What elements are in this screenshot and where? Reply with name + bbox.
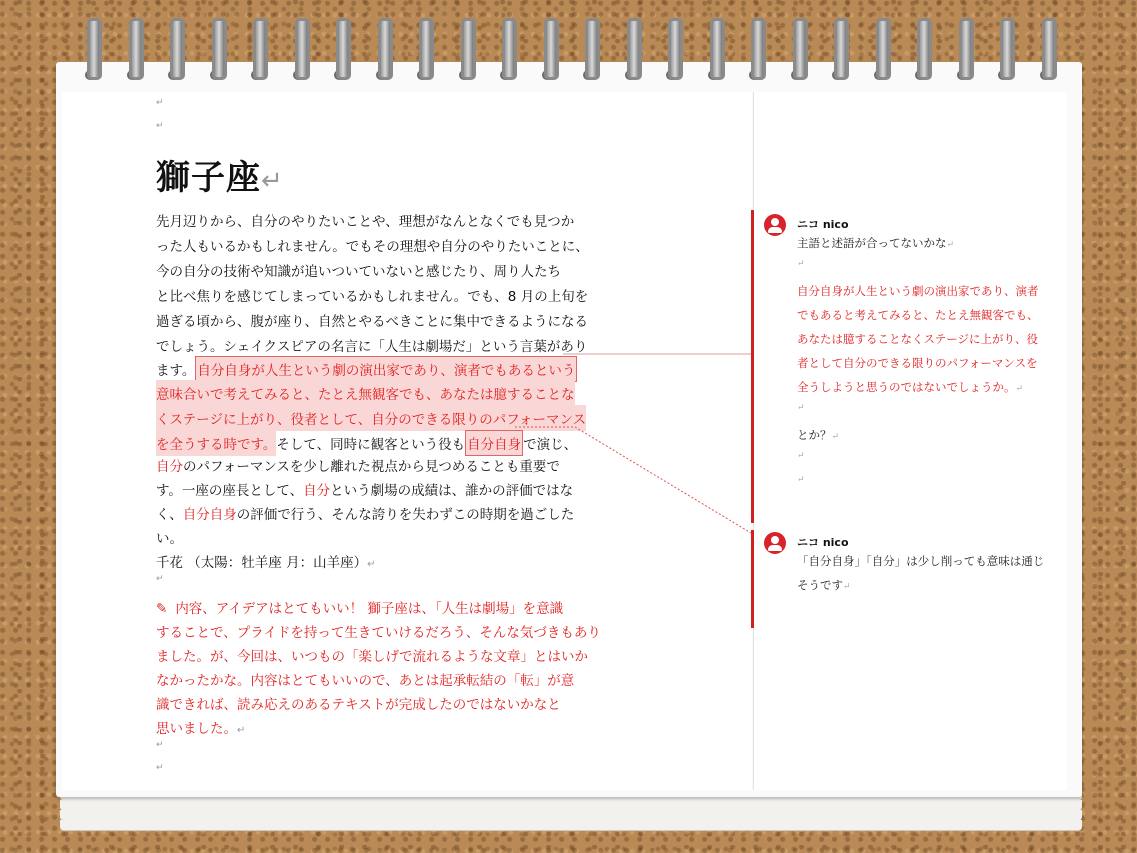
comment-suggestion[interactable]: 全うしようと思うのではないでしょうか。↵ <box>797 380 1024 394</box>
body-line[interactable]: を全うする時です。そして、同時に観客という役も 自分自身 で演じ、 <box>156 430 577 456</box>
pencil-icon: ✎ <box>156 601 168 617</box>
body-line[interactable]: す。一座の座長として、自分という劇場の成績は、誰かの評価ではな <box>156 483 574 499</box>
comment-suggestion[interactable]: 者として自分のできる限りのパフォーマンスを <box>797 356 1038 370</box>
paragraph-mark: ↵ <box>156 574 164 584</box>
feedback-line[interactable]: ✎ 内容、アイデアはとてもいい！ 獅子座は、「人生は劇場」を意識 <box>156 601 564 617</box>
comment-suggestion[interactable]: 自分自身が人生という劇の演出家であり、演者 <box>797 284 1039 298</box>
body-line[interactable]: 自分のパフォーマンスを少し離れた視点から見つめることも重要で <box>156 459 560 475</box>
feedback-line[interactable]: 識できれば、読み応えのあるテキストが完成したのではないかなと <box>156 697 561 713</box>
body-line[interactable]: 先月辺りから、自分のやりたいことや、理想がなんとなくでも見つか <box>156 214 575 230</box>
paragraph-mark: ↵ <box>797 451 805 461</box>
paragraph-mark: ↵ <box>156 763 164 773</box>
paragraph-mark: ↵ <box>797 475 805 485</box>
commented-text[interactable]: くステージに上がり、役者として、自分のできる限りのパフォーマンス <box>156 405 586 431</box>
paragraph-mark: ↵ <box>797 403 805 413</box>
body-line[interactable]: い。 <box>156 531 183 547</box>
body-line[interactable]: でしょう。シェイクスピアの名言に「人生は劇場だ」という言葉があり <box>156 339 588 355</box>
commented-text: 自分自身が人生という劇の演出家であり、演者でもあるという <box>195 356 577 382</box>
comment-text[interactable]: 主語と述語が合ってないかな↵ <box>797 236 955 250</box>
body-line[interactable]: く、自分自身の評価で行う、そんな誇りを失わずこの時期を過ごした <box>156 507 575 523</box>
comment-marker-bar <box>751 530 754 628</box>
user-avatar-icon <box>764 532 786 554</box>
body-line[interactable]: 過ぎる頃から、腹が座り、自然とやるべきことに集中できるようになる <box>156 314 588 330</box>
feedback-line[interactable]: することで、プライドを持って生きていけるだろう、そんな気づきもあり <box>156 625 601 641</box>
comment-text[interactable]: 「自分自身」「自分」は少し削っても意味は通じ <box>797 554 1045 568</box>
comment-author: ニコ nico <box>797 218 849 231</box>
comment-marker-bar <box>751 210 754 523</box>
commented-text: 自分自身 <box>465 430 523 456</box>
comment-suggestion[interactable]: あなたは臆することなくステージに上がり、役 <box>797 332 1039 346</box>
body-line[interactable]: 今の自分の技術や知識が追いついていないと感じたり、周り人たち <box>156 264 561 280</box>
document-title[interactable]: 獅子座↵ <box>156 158 284 198</box>
paragraph-mark: ↵ <box>797 259 805 269</box>
body-line[interactable]: った人もいるかもしれません。でもその理想や自分のやりたいことに、 <box>156 239 589 255</box>
feedback-line[interactable]: ました。が、今回は、いつもの「楽しげで流れるような文章」とはいか <box>156 649 588 665</box>
comment-suggestion[interactable]: でもあると考えてみると、たとえ無観客でも、 <box>797 308 1039 322</box>
paragraph-mark: ↵ <box>156 98 164 108</box>
comment-text[interactable]: そうです↵ <box>797 578 851 592</box>
body-line[interactable]: ます。 自分自身が人生という劇の演出家であり、演者でもあるという <box>156 356 577 382</box>
paragraph-mark: ↵ <box>156 740 164 750</box>
user-avatar-icon <box>764 214 786 236</box>
feedback-line[interactable]: 思いました。↵ <box>156 721 246 737</box>
author-signature[interactable]: 千花 （太陽：牡羊座 月：山羊座）↵ <box>156 555 376 571</box>
comment-author: ニコ nico <box>797 536 849 549</box>
comment-text[interactable]: とか？↵ <box>797 428 840 442</box>
commented-text[interactable]: 意味合いで考えてみると、たとえ無観客でも、あなたは臆することな <box>156 380 575 406</box>
paragraph-mark: ↵ <box>156 121 164 131</box>
body-line[interactable]: と比べ焦りを感じてしまっているかもしれません。でも、8 月の上旬を <box>156 289 589 305</box>
feedback-line[interactable]: なかったかな。内容はとてもいいので、あとは起承転結の「転」が意 <box>156 673 575 689</box>
